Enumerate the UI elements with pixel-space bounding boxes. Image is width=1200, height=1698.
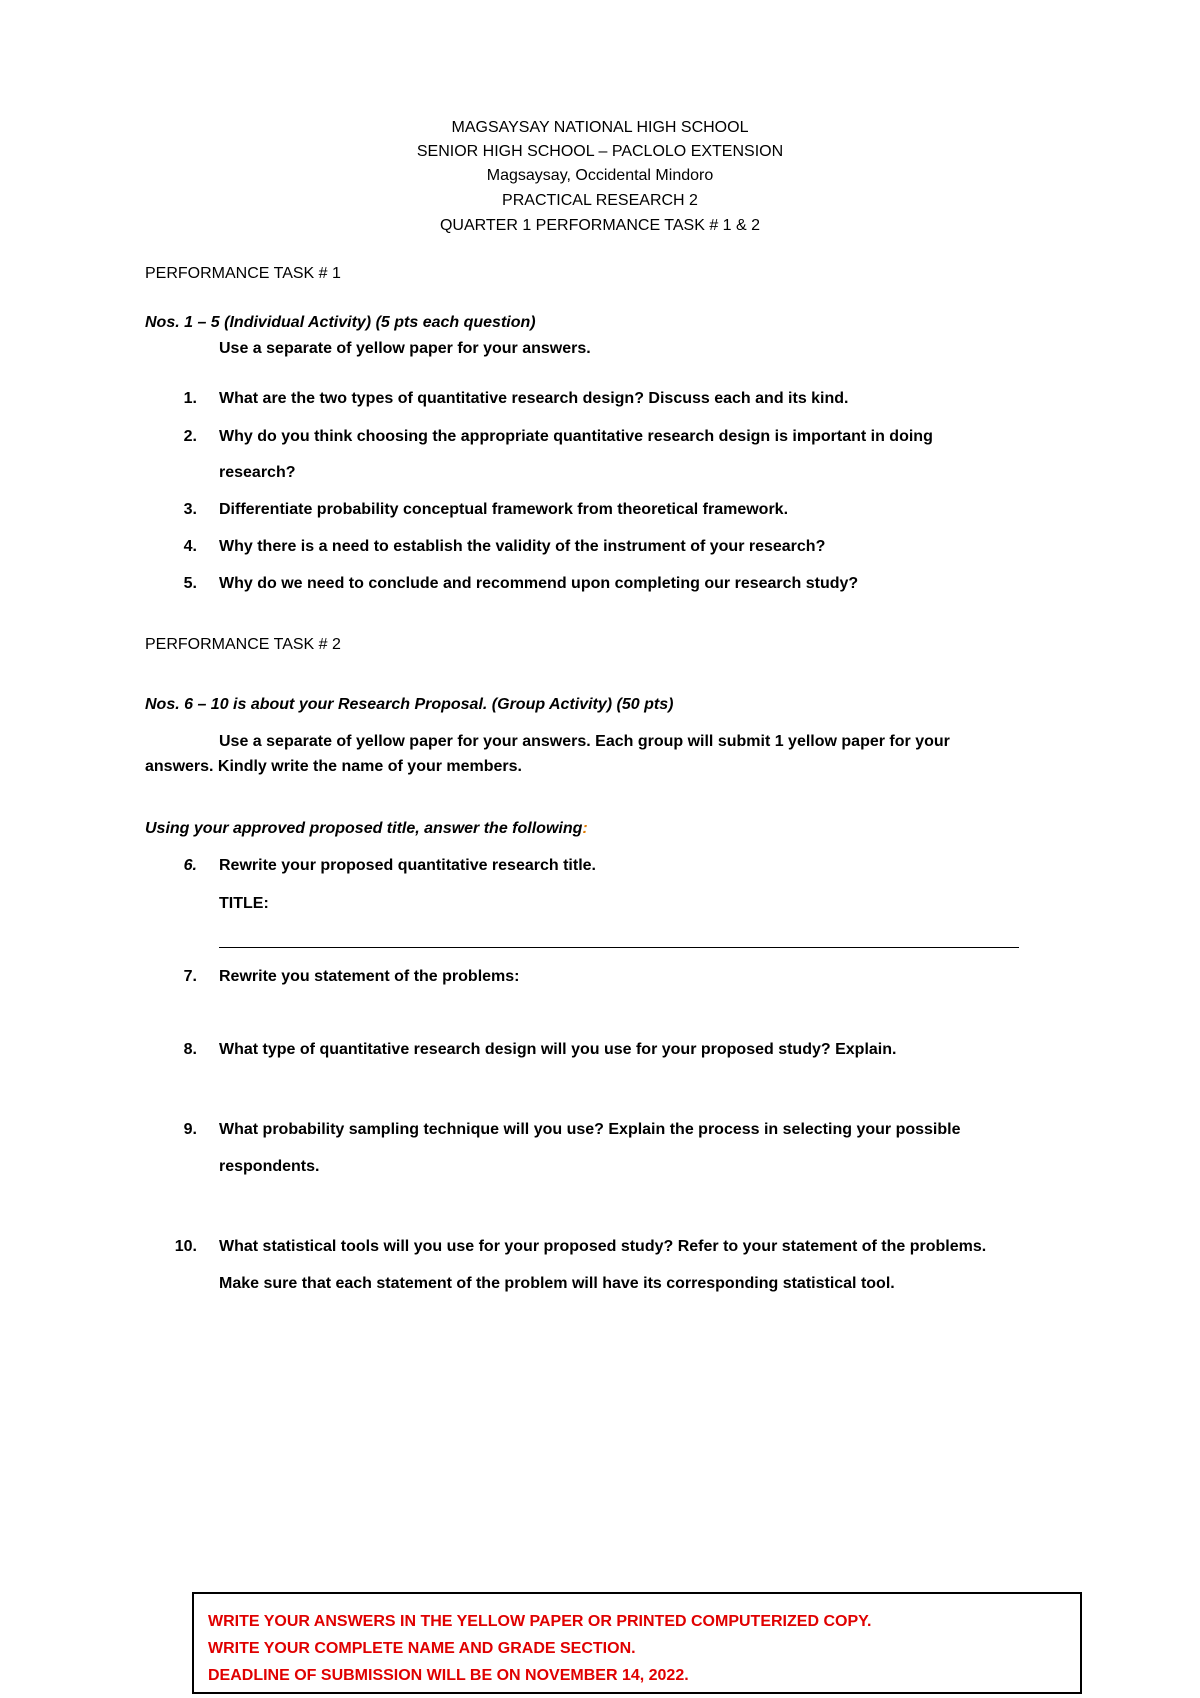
question-number: 1. (183, 390, 197, 407)
question-text-continued: Make sure that each statement of the problem will have its corresponding statistical tool. (219, 1275, 895, 1292)
question-text: Why do you think choosing the appropriate quantitative research design is important in doing (219, 428, 933, 445)
task1-instruction: Nos. 1 – 5 (Individual Activity) (5 pts each question) (145, 314, 536, 331)
question-text-continued: research? (219, 464, 296, 481)
question-text: What probability sampling technique will you use? Explain the process in selecting your possible (219, 1121, 961, 1138)
subject-title: PRACTICAL RESEARCH 2 (502, 192, 698, 209)
question-number: 4. (183, 538, 197, 555)
question-number: 6. (183, 857, 197, 874)
task2-instruction: Nos. 6 – 10 is about your Research Proposal. (Group Activity) (50 pts) (145, 696, 674, 713)
question-number: 9. (183, 1121, 197, 1138)
question-text: What type of quantitative research design will you use for your proposed study? Explain. (219, 1041, 897, 1058)
school-name: MAGSAYSAY NATIONAL HIGH SCHOOL (451, 119, 749, 136)
using-text: Using your approved proposed title, answer the following (145, 820, 583, 837)
school-location: Magsaysay, Occidental Mindoro (486, 167, 714, 184)
task2-note: Use a separate of yellow paper for your answers. Each group will submit 1 yellow paper for your (219, 733, 950, 750)
submission-notice-box (192, 1592, 1082, 1694)
question-number: 2. (183, 428, 197, 445)
question-text: Differentiate probability conceptual framework from theoretical framework. (219, 501, 789, 518)
question-number: 7. (183, 968, 197, 985)
task1-note: Use a separate of yellow paper for your answers. (219, 340, 591, 357)
title-label: TITLE: (219, 895, 269, 912)
question-number: 8. (183, 1041, 197, 1058)
question-text: What statistical tools will you use for your proposed study? Refer to your statement of the problems. (219, 1238, 987, 1255)
notice-line-name: WRITE YOUR COMPLETE NAME AND GRADE SECTION. (208, 1640, 636, 1657)
title-answer-line (219, 947, 1019, 948)
using-colon: : (582, 820, 588, 837)
question-text: Why there is a need to establish the validity of the instrument of your research? (219, 538, 826, 555)
task2-note-continued: answers. Kindly write the name of your members. (145, 758, 522, 775)
question-text: What are the two types of quantitative research design? Discuss each and its kind. (219, 390, 849, 407)
question-number: 3. (183, 501, 197, 518)
school-extension: SENIOR HIGH SCHOOL – PACLOLO EXTENSION (416, 143, 784, 160)
question-text: Rewrite you statement of the problems: (219, 968, 520, 985)
task1-heading: PERFORMANCE TASK # 1 (145, 265, 341, 282)
question-text: Why do we need to conclude and recommend upon completing our research study? (219, 575, 859, 592)
question-text: Rewrite your proposed quantitative research title. (219, 857, 596, 874)
question-number: 5. (183, 575, 197, 592)
quarter-title: QUARTER 1 PERFORMANCE TASK # 1 & 2 (439, 217, 761, 234)
notice-line-answers: WRITE YOUR ANSWERS IN THE YELLOW PAPER OR PRINTED COMPUTERIZED COPY. (208, 1613, 872, 1630)
notice-line-deadline: DEADLINE OF SUBMISSION WILL BE ON NOVEMBER 14, 2022. (208, 1667, 689, 1684)
task2-using-line (145, 818, 588, 840)
task2-heading: PERFORMANCE TASK # 2 (145, 636, 341, 653)
question-number: 10. (174, 1238, 197, 1255)
question-text-continued: respondents. (219, 1158, 320, 1175)
